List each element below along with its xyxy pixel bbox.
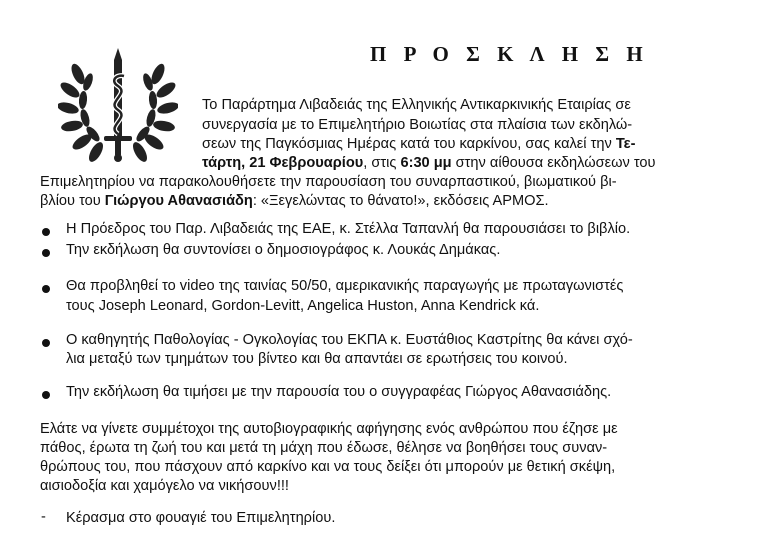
event-date-start: Τε- xyxy=(615,136,636,152)
intro-line-4-rest: στην αίθουσα εκδηλώσεων του xyxy=(451,155,656,171)
bullet-icon xyxy=(42,391,50,399)
intro-line-2: συνεργασία με το Επιμελητήριο Βοιωτίας στα πλαίσια των εκδηλώ- xyxy=(202,117,633,133)
event-time: 6:30 μμ xyxy=(400,155,452,171)
page-title: Π Ρ Ο Σ Κ Λ Η Σ Η xyxy=(370,42,649,66)
intro-line-6 xyxy=(40,192,549,211)
bullet-icon xyxy=(42,249,50,257)
bullet-item-4-line-2: λια μεταξύ των τμημάτων του βίντεο και θα απαντάει σε ερωτήσεις του κοινού. xyxy=(66,351,568,367)
laurel-sword-snake-emblem-icon xyxy=(58,46,178,166)
intro-line-6-text: βλίου του xyxy=(40,193,105,209)
intro-line-3 xyxy=(202,135,635,154)
intro-line-3-text: σεων της Παγκόσμιας Ημέρας κατά του καρκίνου, σας καλεί την xyxy=(202,136,612,152)
bullet-item-1: Η Πρόεδρος του Παρ. Λιβαδειάς της ΕΑΕ, κ. Στέλλα Ταπανλή θα παρουσιάσει το βιβλίο. xyxy=(66,221,631,237)
bullet-icon xyxy=(42,285,50,293)
bullet-icon xyxy=(42,339,50,347)
intro-line-4 xyxy=(202,154,656,173)
author-name: Γιώργου Αθανασιάδη xyxy=(104,193,253,209)
closing-line-1: Ελάτε να γίνετε συμμέτοχοι της αυτοβιογραφικής αφήγησης ενός ανθρώπου που έζησε με xyxy=(40,421,618,437)
bullet-item-3-line-2: τους Joseph Leonard, Gordon-Levitt, Angelica Huston, Anna Kendrick κά. xyxy=(66,298,540,314)
footnote-text: Κέρασμα στο φουαγιέ του Επιμελητηρίου. xyxy=(66,510,336,526)
bullet-item-2: Την εκδήλωση θα συντονίσει ο δημοσιογράφος κ. Λουκάς Δημάκας. xyxy=(66,242,501,258)
closing-line-2: πάθος, έρωτα τη ζωή του και μετά τη μάχη που έδωσε, θέλησε να βοηθήσει τους συναν- xyxy=(40,440,608,456)
bullet-item-4-line-1: Ο καθηγητής Παθολογίας - Ογκολογίας του ΕΚΠΑ κ. Ευστάθιος Καστρίτης θα κάνει σχό- xyxy=(66,332,633,348)
event-date: τάρτη, 21 Φεβρουαρίου xyxy=(202,155,364,171)
closing-line-4: αισιοδοξία και χαμόγελο να νικήσουν!!! xyxy=(40,478,289,494)
intro-line-4-sep: , στις xyxy=(363,155,401,171)
intro-line-5: Επιμελητηρίου να παρακολουθήσετε την παρουσίαση του συναρπαστικού, βιωματικού βι- xyxy=(40,174,617,190)
bullet-item-5: Την εκδήλωση θα τιμήσει με την παρουσία του ο συγγραφέας Γιώργος Αθανασιάδης. xyxy=(66,384,612,400)
closing-line-3: θρώπους του, που πάσχουν από καρκίνο και να τους δείξει ότι μπορούν με θετική σκέψη, xyxy=(40,459,616,475)
footnote-dash: - xyxy=(41,509,46,525)
bullet-item-3-line-1: Θα προβληθεί το video της ταινίας 50/50, αμερικανικής παραγωγής με πρωταγωνιστές xyxy=(66,278,624,294)
intro-line-1: Το Παράρτημα Λιβαδειάς της Ελληνικής Αντικαρκινικής Εταιρίας σε xyxy=(202,97,631,113)
bullet-icon xyxy=(42,228,50,236)
book-title-publisher: : «Ξεγελώντας το θάνατο!», εκδόσεις ΑΡΜΟΣ. xyxy=(252,193,549,209)
